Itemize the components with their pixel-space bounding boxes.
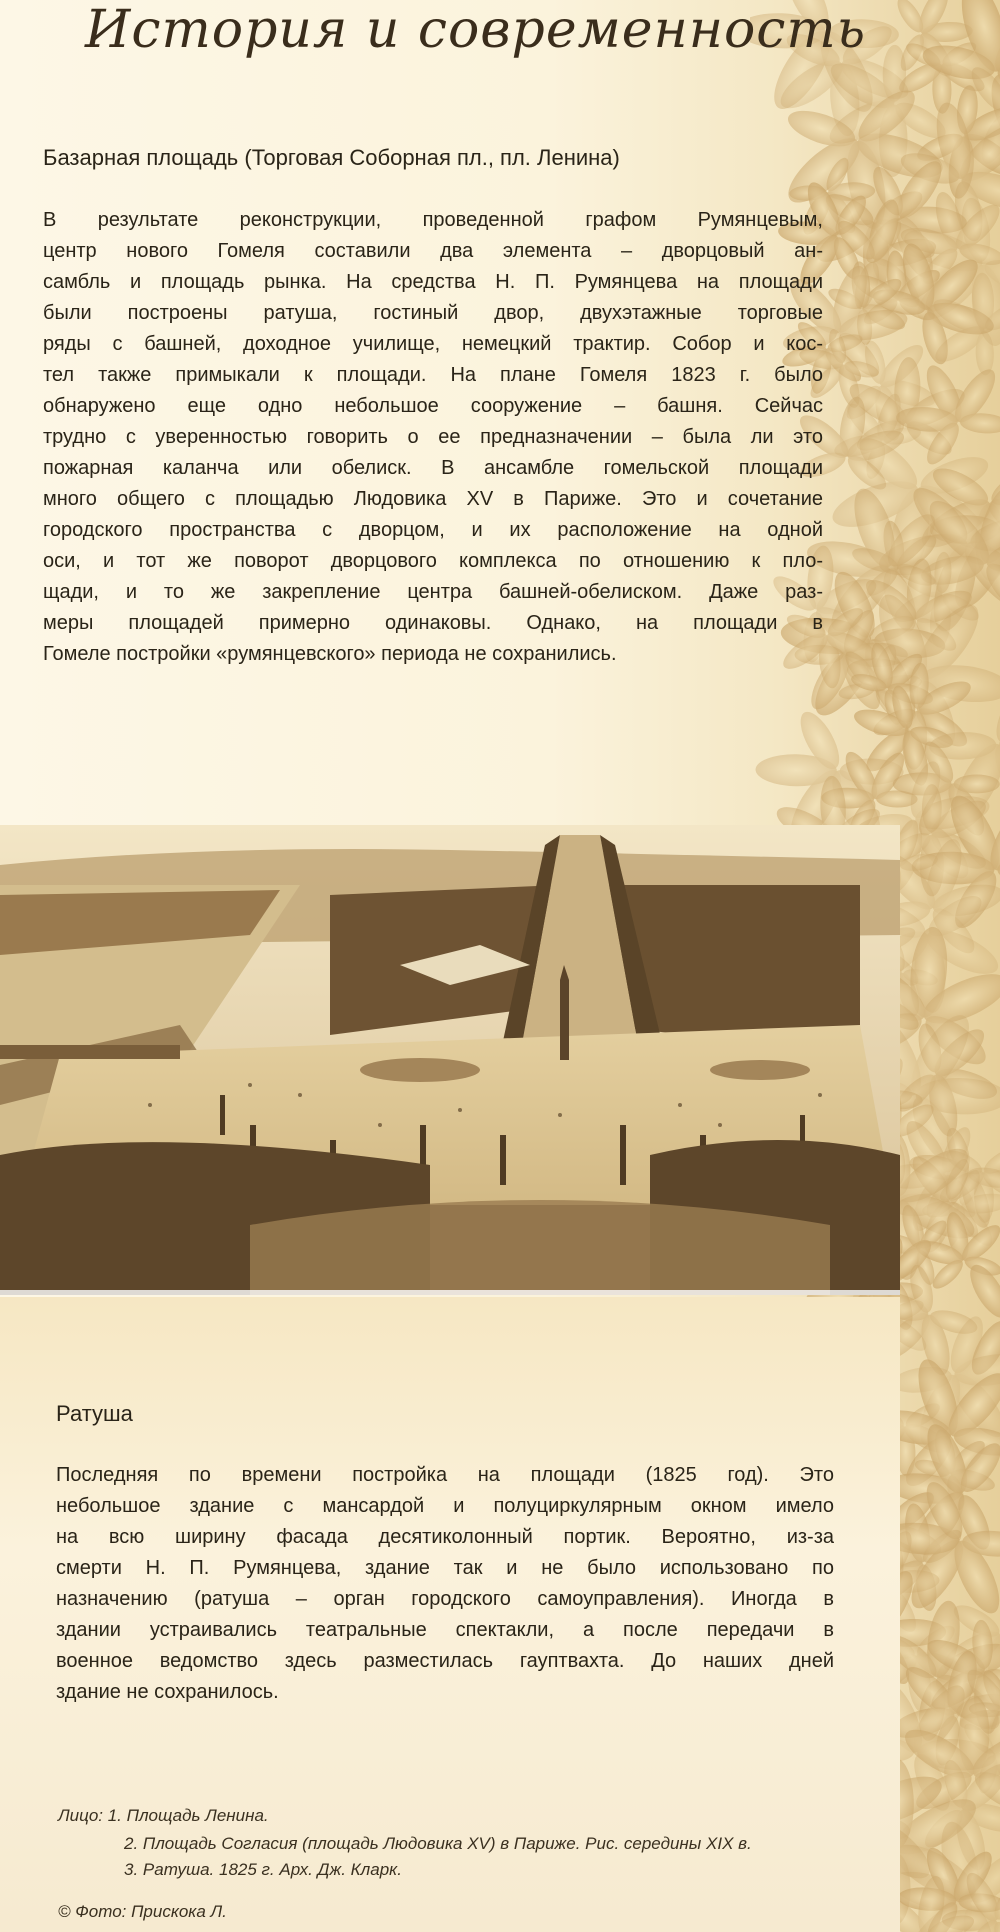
text-line: самбль и площадь рынка. На средства Н. П. Румянцева на площади [43,271,823,293]
text-line: городского пространства с дворцом, и их расположение на одной [43,519,823,541]
caption-line-3: 3. Ратуша. 1825 г. Арх. Дж. Кларк. [124,1860,402,1879]
text-line: ряды с башней, доходное училище, немецкий трактир. Собор и кос- [43,333,823,355]
engraving-place-de-la-concorde [0,825,900,1295]
section-body-bazaar-square [43,205,823,670]
text-line: В результате реконструкции, проведенной графом Румянцевым, [43,209,823,231]
section-heading-bazaar-square: Базарная площадь (Торговая Соборная пл., пл. Ленина) [43,145,620,170]
page-title: История и современность [85,0,867,60]
text-line: центр нового Гомеля составили два элемента – дворцовый ан- [43,240,823,262]
section-body-town-hall [56,1460,834,1708]
text-line: тел также примыкали к площади. На плане Гомеля 1823 г. было [43,364,823,386]
text-line: назначению (ратуша – орган городского самоуправления). Иногда в [56,1588,834,1610]
text-line: здание не сохранилось. [56,1681,279,1703]
text-line: Последняя по времени постройка на площади (1825 год). Это [56,1464,834,1486]
text-line: оси, и тот же поворот дворцового комплекса по отношению к пло- [43,550,823,572]
text-line: обнаружено еще одно небольшое сооружение – башня. Сейчас [43,395,823,417]
text-line: смерти Н. П. Румянцева, здание так и не было использовано по [56,1557,834,1579]
text-line: Гомеле постройки «румянцевского» периода не сохранились. [43,643,617,665]
text-line: щади, и то же закрепление центра башней-обелиском. Даже раз- [43,581,823,603]
text-line: меры площадей примерно одинаковы. Однако, на площади в [43,612,823,634]
text-line: были построены ратуша, гостиный двор, двухэтажные торговые [43,302,823,324]
text-line: военное ведомство здесь разместилась гауптвахта. До наших дней [56,1650,834,1672]
text-line: много общего с площадью Людовика XV в Париже. Это и сочетание [43,488,823,510]
text-line: трудно с уверенностью говорить о ее предназначении – была ли это [43,426,823,448]
text-line: на всю ширину фасада десятиколонный портик. Вероятно, из-за [56,1526,834,1548]
caption-line-1: Лицо: 1. Площадь Ленина. [58,1806,269,1825]
photo-credit: © Фото: Прискока Л. [58,1902,227,1921]
caption-line-2: 2. Площадь Согласия (площадь Людовика XV) в Париже. Рис. середины XIX в. [124,1834,752,1853]
text-line: здании устраивались театральные спектакли, а после передачи в [56,1619,834,1641]
section-heading-town-hall: Ратуша [56,1401,133,1426]
text-line: пожарная каланча или обелиск. В ансамбле гомельской площади [43,457,823,479]
text-line: небольшое здание с мансардой и полуциркулярным окном имело [56,1495,834,1517]
